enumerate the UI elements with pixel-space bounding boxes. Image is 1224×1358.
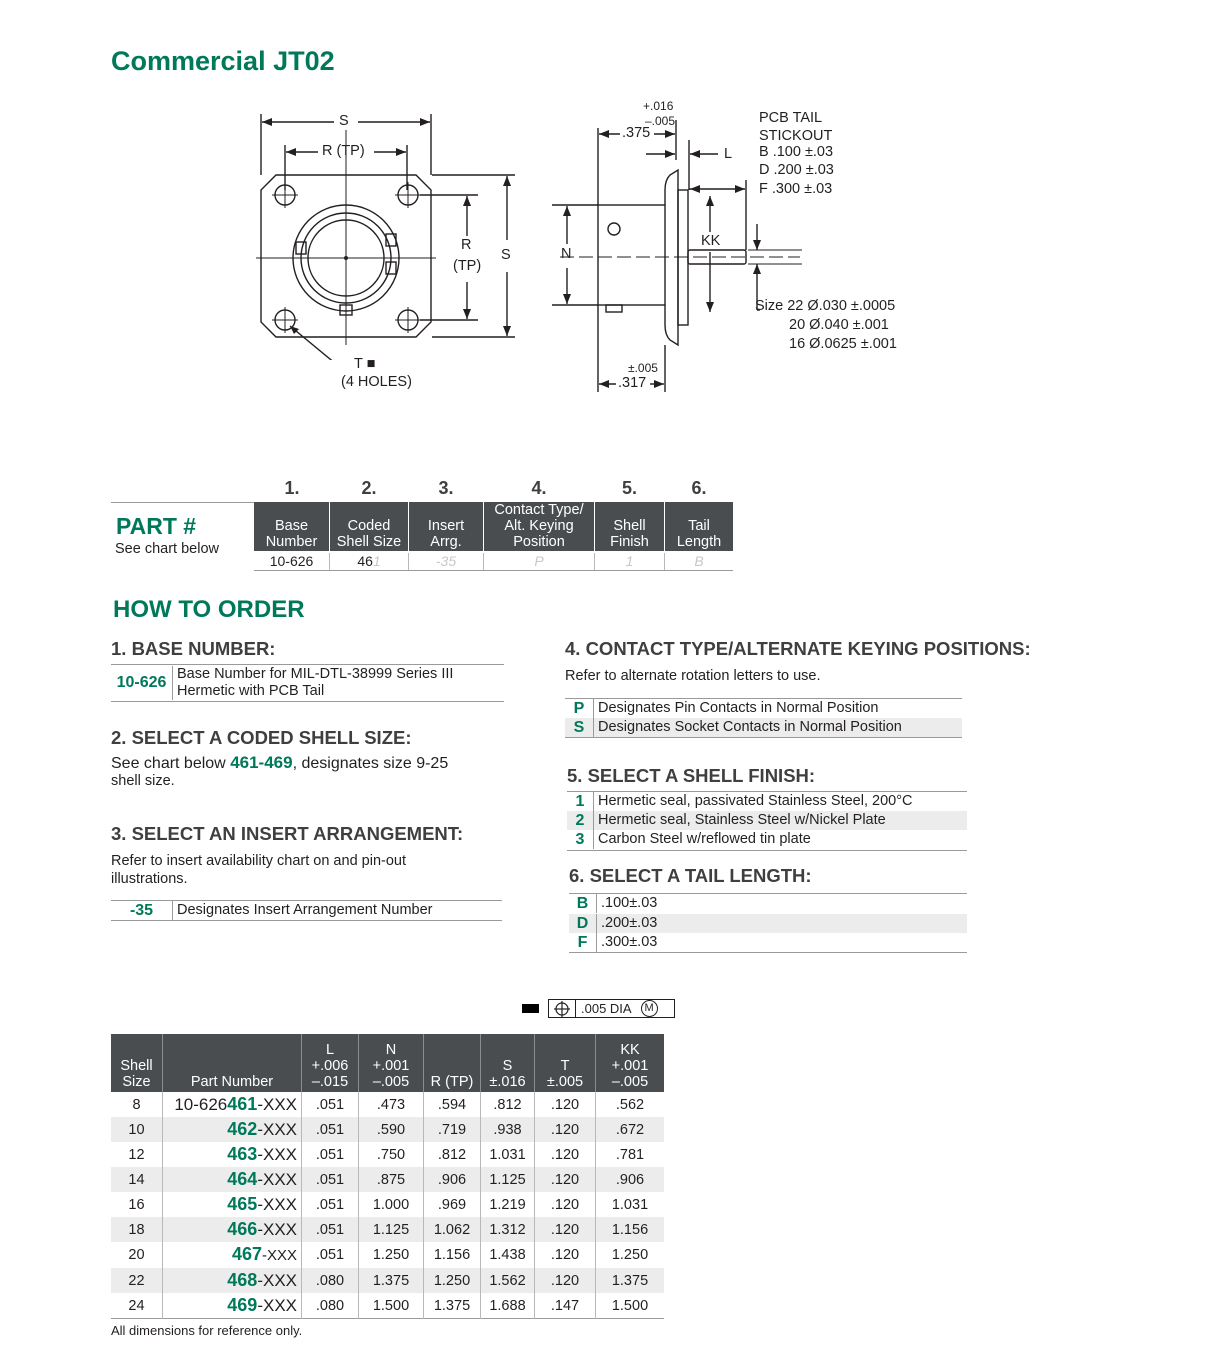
pn-code: 463 [227, 1144, 258, 1164]
pn-head-tail-l1: Tail [688, 518, 710, 534]
pn-col-num-5: 5. [621, 478, 637, 498]
pn-val-shell-main: 46 [357, 553, 373, 569]
cell-r: .906 [424, 1167, 481, 1192]
finish-row-3 [567, 830, 967, 849]
contact-desc-p: Designates Pin Contacts in Normal Position [598, 700, 879, 716]
cell-n: 1.500 [359, 1293, 424, 1319]
insert-text-2: illustrations. [111, 871, 188, 887]
col-part-number [163, 1034, 302, 1092]
page-title: Commercial JT02 [111, 46, 335, 76]
cell-t: .120 [535, 1117, 596, 1142]
shell-size-text-post: , designates size 9-25 [292, 755, 449, 772]
cell-shell: 10 [111, 1117, 163, 1142]
cell-part-number [163, 1268, 302, 1293]
contact-key-p: P [565, 699, 594, 718]
cell-part-number [163, 1092, 302, 1117]
pn-suffix: -XXX [257, 1170, 297, 1189]
pn-head-base-l1: Base [274, 518, 309, 534]
cell-shell: 22 [111, 1268, 163, 1293]
col-n-l2: +.001 [372, 1058, 410, 1074]
cell-part-number [163, 1293, 302, 1319]
cell-r: 1.375 [424, 1293, 481, 1319]
cell-r: .594 [424, 1092, 481, 1117]
cell-r: 1.062 [424, 1217, 481, 1242]
cell-shell: 20 [111, 1242, 163, 1268]
cell-s: 1.312 [481, 1217, 535, 1242]
dimension-table [111, 1034, 664, 1319]
insert-key: -35 [111, 901, 173, 920]
cell-kk: 1.031 [611, 1196, 649, 1213]
cell-l: .051 [302, 1217, 359, 1242]
col-shell-size [111, 1034, 163, 1092]
shell-size-text [111, 753, 448, 773]
cell-l: .051 [302, 1167, 359, 1192]
tail-row-f [569, 933, 967, 952]
finish-key-2: 2 [567, 811, 594, 830]
shell-size-heading: 2. SELECT A CODED SHELL SIZE: [111, 727, 412, 748]
stickout-f: F .300 ±.03 [759, 181, 833, 197]
cell-t: .120 [535, 1142, 596, 1167]
col-t [535, 1034, 596, 1092]
cell-n: .473 [359, 1092, 424, 1117]
finish-row-2 [567, 811, 967, 830]
rule [111, 920, 502, 921]
base-number-desc [173, 666, 453, 700]
tail-desc-b: .100±.03 [601, 895, 658, 911]
pn-val-finish: 1 [625, 553, 634, 569]
cell-kk: 1.500 [611, 1297, 649, 1314]
col-l-l1: L [325, 1042, 335, 1058]
cell-r: .719 [424, 1117, 481, 1142]
table-row [111, 1192, 664, 1217]
pn-head-base-l2: Number [265, 534, 318, 550]
part-sublabel: See chart below [115, 541, 219, 557]
cell-t: .120 [535, 1268, 596, 1293]
finish-desc-2: Hermetic seal, Stainless Steel w/Nickel Plate [598, 812, 886, 828]
cell-s: 1.031 [481, 1142, 535, 1167]
col-kk-l2: +.001 [611, 1058, 649, 1074]
dim-l: L [724, 146, 733, 162]
pn-suffix: -XXX [261, 1247, 297, 1264]
col-n-l1: N [385, 1042, 397, 1058]
tail-desc-f: .300±.03 [601, 934, 658, 950]
cell-l: .051 [302, 1242, 359, 1268]
stickout-d: D .200 ±.03 [759, 162, 834, 178]
pn-head-finish-l1: Shell [613, 518, 646, 534]
dimension-table-header [111, 1034, 664, 1092]
pn-head-shell-l1: Coded [347, 518, 391, 534]
cell-shell: 18 [111, 1217, 163, 1242]
pn-val-insert: -35 [435, 553, 457, 569]
hole-t-label: T ■ [354, 356, 376, 372]
tail-key-d: D [569, 914, 597, 933]
pn-val-shell [330, 553, 408, 570]
pn-suffix: -XXX [257, 1120, 297, 1139]
cell-kk: 1.375 [596, 1268, 665, 1293]
table-row [111, 1242, 664, 1268]
cell-l: .051 [302, 1192, 359, 1217]
front-view-drawing [250, 110, 530, 360]
cell-part-number [163, 1117, 302, 1142]
tolerance-value: .005 DIA [581, 1001, 632, 1016]
table-row [111, 1092, 664, 1117]
col-r-tp [424, 1034, 481, 1092]
cell-shell: 8 [111, 1092, 163, 1117]
cell-t: .147 [535, 1293, 596, 1319]
pn-col-num-2: 2. [361, 478, 377, 498]
rule [569, 952, 967, 953]
cell-kk: .672 [596, 1117, 665, 1142]
cell-shell: 24 [111, 1293, 163, 1319]
tail-desc-d: .200±.03 [601, 915, 658, 931]
tail-heading: 6. SELECT A TAIL LENGTH: [569, 865, 812, 886]
pn-code: 462 [227, 1119, 258, 1139]
cell-kk: 1.250 [611, 1247, 649, 1263]
pn-suffix: -XXX [257, 1195, 297, 1214]
finish-key-1: 1 [567, 792, 594, 811]
col-l-l2: +.006 [311, 1058, 349, 1074]
dim-tp-side: (TP) [453, 258, 482, 274]
col-kk [596, 1034, 665, 1092]
rule [111, 701, 504, 702]
finish-desc-1: Hermetic seal, passivated Stainless Steel, 200°C [598, 793, 913, 809]
finish-desc-3: Carbon Steel w/reflowed tin plate [598, 831, 811, 847]
contact-row-p [565, 699, 962, 718]
cell-shell: 14 [111, 1167, 163, 1192]
col-shell-size-l2: Shell [120, 1058, 153, 1074]
stickout-b: B .100 ±.03 [759, 144, 834, 160]
mmc-modifier-icon: M [641, 1000, 658, 1017]
pn-suffix: -XXX [257, 1220, 297, 1239]
pn-prefix: 10-626 [174, 1095, 228, 1114]
col-n-l3: –.005 [372, 1074, 410, 1090]
rule [111, 664, 504, 665]
cell-r: 1.156 [424, 1242, 481, 1268]
pn-col-num-1: 1. [284, 478, 300, 498]
pn-bottom-rule [254, 570, 733, 571]
cell-kk: .906 [596, 1167, 665, 1192]
pn-code: 464 [227, 1169, 258, 1189]
finish-heading: 5. SELECT A SHELL FINISH: [567, 765, 816, 786]
base-number-desc-1: Base Number for MIL-DTL-38999 Series III [177, 666, 454, 682]
pn-suffix: -XXX [257, 1271, 297, 1290]
cell-s: 1.688 [481, 1293, 535, 1319]
pn-code: 467 [231, 1244, 262, 1264]
col-t-l3: ±.005 [546, 1074, 584, 1090]
tail-row-d [569, 914, 967, 933]
shell-size-range: 461-469 [230, 753, 293, 772]
pn-head-insert-l1: Insert [427, 518, 465, 534]
how-to-order-heading: HOW TO ORDER [113, 596, 305, 623]
cell-kk: .562 [615, 1096, 645, 1113]
cell-l: .051 [302, 1117, 359, 1142]
pn-head-finish-l2: Finish [610, 534, 649, 550]
cell-r: .969 [424, 1192, 481, 1217]
rule [565, 737, 962, 738]
col-s-l3: ±.016 [489, 1074, 526, 1090]
cell-part-number [163, 1242, 302, 1268]
cell-shell: 16 [111, 1192, 163, 1217]
pn-head-shell [330, 502, 408, 551]
pn-code: 466 [227, 1219, 258, 1239]
insert-desc: Designates Insert Arrangement Number [177, 902, 433, 918]
pcb-tail-label: PCB TAIL [759, 110, 823, 126]
pn-code: 468 [227, 1270, 258, 1290]
dim-s-top: S [339, 113, 349, 129]
dim-n: N [561, 246, 572, 262]
base-number-row [111, 666, 504, 700]
pn-code: 461 [227, 1094, 258, 1114]
cell-shell: 12 [111, 1142, 163, 1167]
cell-t: .120 [535, 1092, 596, 1117]
cell-part-number [163, 1217, 302, 1242]
cell-l: .051 [302, 1142, 359, 1167]
part-label: PART # [116, 513, 197, 539]
tol-pm-005: ±.005 [628, 361, 658, 375]
pin-size-20: 20 Ø.040 ±.001 [789, 317, 889, 333]
pn-head-contact-l2: Position [513, 534, 565, 550]
finish-row-1 [567, 792, 967, 811]
col-shell-size-l3: Size [122, 1074, 151, 1090]
footnote: All dimensions for reference only. [111, 1323, 303, 1338]
base-number-heading: 1. BASE NUMBER: [111, 638, 276, 659]
col-s-l2: S [502, 1058, 513, 1074]
cell-n: 1.125 [359, 1217, 424, 1242]
pn-col-num-6: 6. [691, 478, 707, 498]
col-s [481, 1034, 535, 1092]
cell-n: .590 [359, 1117, 424, 1142]
tail-key-b: B [569, 894, 597, 913]
cell-s: .812 [481, 1092, 535, 1117]
cell-s: .938 [481, 1117, 535, 1142]
pn-head-finish [595, 502, 664, 551]
col-kk-l3: –.005 [611, 1074, 649, 1090]
contact-text: Refer to alternate rotation letters to use. [565, 668, 821, 684]
shell-size-text-pre: See chart below [111, 755, 231, 772]
cell-t: .120 [535, 1217, 596, 1242]
cell-n: 1.375 [359, 1268, 424, 1293]
contact-heading: 4. CONTACT TYPE/ALTERNATE KEYING POSITIONS: [565, 638, 1031, 659]
contact-row-s [565, 718, 962, 737]
pn-head-contact-l0: Contact Type/ [494, 502, 584, 518]
pn-val-contact: P [534, 553, 544, 569]
cell-s: 1.438 [481, 1242, 535, 1268]
pn-col-num-3: 3. [438, 478, 454, 498]
pin-size-22: Size 22 Ø.030 ±.0005 [755, 298, 896, 314]
pn-head-contact-l1: Alt. Keying [504, 518, 574, 534]
cell-s: 1.562 [481, 1268, 535, 1293]
tolerance-frame [548, 999, 675, 1018]
cell-n: 1.250 [359, 1242, 424, 1268]
cell-n: .875 [359, 1167, 424, 1192]
cell-r: 1.250 [424, 1268, 481, 1293]
pn-code: 469 [227, 1295, 258, 1315]
cell-n: 1.000 [359, 1192, 424, 1217]
insert-row [111, 901, 502, 920]
col-l-l3: –.015 [311, 1074, 349, 1090]
shell-size-text-2: shell size. [111, 773, 175, 789]
table-row [111, 1142, 664, 1167]
cell-part-number [163, 1192, 302, 1217]
cell-t: .120 [535, 1192, 596, 1217]
cell-part-number [163, 1142, 302, 1167]
part-divider [111, 502, 254, 503]
cell-s: 1.219 [481, 1192, 535, 1217]
col-l [302, 1034, 359, 1092]
pin-size-16: 16 Ø.0625 ±.001 [789, 336, 897, 352]
pn-head-contact [484, 502, 594, 551]
square-symbol-icon [522, 1004, 539, 1013]
pn-suffix: -XXX [257, 1095, 297, 1114]
pn-head-insert-l2: Arrg. [430, 534, 462, 550]
pn-suffix: -XXX [257, 1296, 297, 1315]
dim-kk: KK [701, 233, 721, 249]
table-row [111, 1117, 664, 1142]
insert-text-1: Refer to insert availability chart on and pin-out [111, 853, 406, 869]
pn-head-tail [665, 502, 733, 551]
cell-r: .812 [424, 1142, 481, 1167]
pn-col-num-4: 4. [531, 478, 547, 498]
col-t-l2: T [560, 1058, 570, 1074]
dim-r-tp-top: R (TP) [322, 143, 365, 159]
table-row [111, 1217, 664, 1242]
finish-key-3: 3 [567, 830, 594, 849]
cell-l: .080 [302, 1293, 359, 1319]
dim-375: .375 [622, 125, 651, 141]
table-row [111, 1167, 664, 1192]
pn-head-insert [409, 502, 483, 551]
cell-part-number [163, 1167, 302, 1192]
cell-l: .051 [302, 1092, 359, 1117]
pn-val-tail: B [694, 553, 704, 569]
pn-head-shell-l2: Shell Size [336, 534, 402, 550]
pn-suffix: -XXX [257, 1145, 297, 1164]
position-tolerance-icon [549, 1000, 576, 1017]
col-part-number-l3: Part Number [190, 1074, 274, 1090]
base-number-desc-2: Hermetic with PCB Tail [177, 683, 325, 699]
table-row [111, 1293, 664, 1319]
col-kk-l1: KK [620, 1042, 640, 1058]
insert-heading: 3. SELECT AN INSERT ARRANGEMENT: [111, 823, 464, 844]
tail-row-b [569, 894, 967, 913]
pn-head-base [254, 502, 329, 551]
tol-minus-005: –.005 [645, 114, 676, 128]
cell-n: .750 [359, 1142, 424, 1167]
pn-head-tail-l2: Length [676, 534, 722, 550]
table-row [111, 1268, 664, 1293]
pn-code: 465 [227, 1194, 258, 1214]
tol-plus-016: +.016 [643, 99, 674, 113]
dim-s-side: S [501, 247, 511, 263]
cell-t: .120 [535, 1167, 596, 1192]
hole-count-label: (4 HOLES) [341, 374, 412, 390]
base-number-key: 10-626 [111, 666, 173, 700]
tail-key-f: F [569, 933, 597, 952]
col-n [359, 1034, 424, 1092]
contact-desc-s: Designates Socket Contacts in Normal Position [598, 719, 902, 735]
cell-l: .080 [302, 1268, 359, 1293]
stickout-label: STICKOUT [759, 128, 833, 144]
cell-t: .120 [535, 1242, 596, 1268]
dim-317: .317 [618, 375, 647, 391]
rule [567, 850, 967, 851]
pn-val-base: 10-626 [269, 553, 314, 569]
contact-key-s: S [565, 718, 594, 737]
cell-kk: .781 [615, 1146, 645, 1163]
col-r-tp-l3: R (TP) [430, 1074, 474, 1090]
cell-s: 1.125 [481, 1167, 535, 1192]
pn-val-shell-ghost: 1 [372, 553, 381, 569]
dim-r-side: R [461, 237, 472, 253]
cell-kk: 1.156 [596, 1217, 665, 1242]
